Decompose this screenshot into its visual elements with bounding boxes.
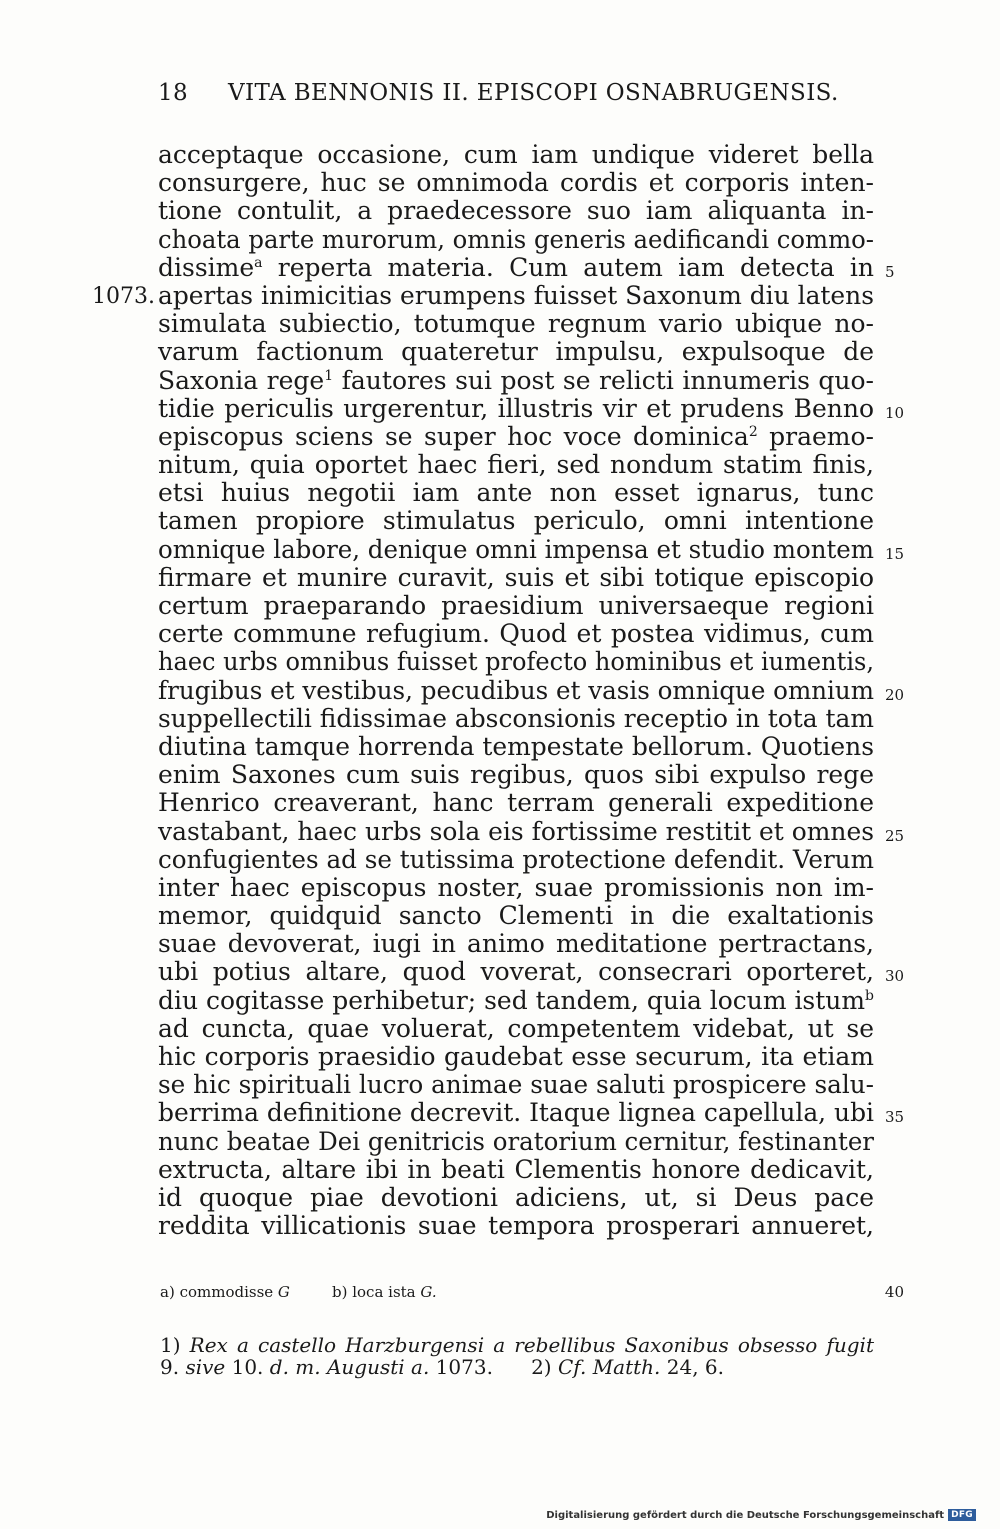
line-fit-wrapper: diu cogitasse perhibetur; sed tandem, quia locum istumb xyxy=(158,985,874,1015)
text-line xyxy=(158,564,874,592)
line-text: hic corporis praesidio gaudebat esse securum, ita etiam xyxy=(158,1042,874,1071)
note-marker: 1 xyxy=(324,367,334,384)
line-text: tione contulit, a praedecessore suo iam aliquanta in- xyxy=(158,196,874,226)
text-line xyxy=(158,1128,874,1156)
text-line xyxy=(158,141,874,169)
text-line xyxy=(158,846,874,874)
note-marker: 2 xyxy=(748,423,758,440)
line-text: certe commune refugium. Quod et postea vidimus, cum xyxy=(158,619,874,649)
line-fit-wrapper xyxy=(158,226,874,254)
line-text: firmare et munire curavit, suis et sibi totique episcopio xyxy=(158,562,874,592)
text-line xyxy=(158,1156,874,1184)
line-text: nunc beatae Dei genitricis oratorium cernitur, festinanter xyxy=(158,1126,874,1156)
line-fit-wrapper xyxy=(158,705,874,733)
text-line xyxy=(158,1071,874,1099)
line-text: tamen propiore stimulatus periculo, omni intentione xyxy=(158,506,874,536)
line-text: frugibus et vestibus, pecudibus et vasis omnique omnium xyxy=(158,675,874,705)
line-text: consurgere, huc se omnimoda cordis et corporis inten- xyxy=(158,168,874,198)
text-line xyxy=(158,252,895,282)
text-line xyxy=(158,675,905,705)
line-text: diutina tamque horrenda tempestate bellorum. Quotiens xyxy=(158,731,874,761)
line-number: 15 xyxy=(885,544,905,563)
line-text: vastabant, haec urbs sola eis fortissime restitit et omnes xyxy=(158,816,874,846)
text-line xyxy=(158,789,874,817)
line-number-40: 40 xyxy=(884,1283,904,1301)
line-fit-wrapper xyxy=(158,536,874,564)
line-text: varum factionum quateretur impulsu, expulsoque de xyxy=(158,337,874,367)
text-line xyxy=(92,280,874,310)
line-text: suppellectili fidissimae absconsionis receptio in tota tam xyxy=(158,703,874,733)
text-line xyxy=(158,705,874,733)
line-text: acceptaque occasione, cum iam undique videret bella xyxy=(158,140,874,169)
text-line xyxy=(158,648,874,676)
running-title: VITA BENNONIS II. EPISCOPI OSNABRUGENSIS. xyxy=(228,80,839,106)
line-text: haec urbs omnibus fuisset profecto hominibus et iumentis, xyxy=(158,647,874,677)
line-fit-wrapper xyxy=(158,846,874,874)
line-text: suae devoverat, iugi in animo meditatione pertractans, xyxy=(158,929,874,959)
text-line xyxy=(158,902,874,930)
text-line xyxy=(158,761,874,789)
line-fit-wrapper xyxy=(158,1128,874,1156)
footnote-1-line-1: 1) Rex a castello Harzburgensi a rebellibus Saxonibus obsesso fugit xyxy=(160,1333,874,1357)
text-line xyxy=(158,393,905,423)
line-text: confugientes ad se tutissima protectione defendit. Verum xyxy=(158,844,874,874)
line-number: 20 xyxy=(885,685,905,704)
line-text: diu cogitasse perhibetur; sed tandem, quia locum istum xyxy=(158,985,866,1015)
text-line xyxy=(158,367,874,395)
page-number: 18 xyxy=(158,80,189,106)
line-text: ubi potius altare, quod voverat, consecrari oporteret, xyxy=(158,957,874,987)
text-line xyxy=(158,197,874,225)
text-line xyxy=(158,423,874,451)
line-fit-wrapper xyxy=(158,677,874,705)
line-text: reddita villicationis suae tempora prosperari annueret, xyxy=(158,1211,874,1241)
text-line xyxy=(158,816,905,846)
line-text: enim Saxones cum suis regibus, quos sibi expulso rege xyxy=(158,760,874,790)
line-text: dissime xyxy=(158,252,255,282)
line-text: ad cuncta, quae voluerat, competentem videbat, ut se xyxy=(158,1013,874,1043)
main-text xyxy=(92,140,905,1241)
line-number: 10 xyxy=(885,403,905,422)
line-text-continued: reperta materia. Cum autem iam detecta in xyxy=(262,252,874,282)
text-line xyxy=(158,338,874,366)
text-line xyxy=(158,479,874,507)
text-line xyxy=(158,874,874,902)
line-fit-wrapper xyxy=(158,282,874,310)
line-number: 35 xyxy=(885,1108,905,1127)
line-text: Henrico creaverant, hanc terram generali expeditione xyxy=(158,788,874,818)
line-text: simulata subiectio, totumque regnum vario ubique no- xyxy=(158,309,874,339)
line-fit-wrapper xyxy=(158,1099,874,1127)
text-line xyxy=(158,1098,905,1128)
credit-text: Digitalisierung gefördert durch die Deutsche Forschungsgemeinschaft xyxy=(546,1509,945,1521)
line-text: Saxonia rege xyxy=(158,365,325,395)
text-line xyxy=(158,310,874,338)
text-line xyxy=(158,507,874,535)
line-text: omnique labore, denique omni impensa et studio montem xyxy=(158,534,874,564)
line-text-continued: praemo- xyxy=(757,421,875,451)
line-number: 5 xyxy=(885,262,895,281)
footnote-1-line-2: 9. sive 10. d. m. Augusti a. 1073. 2) Cf. Matth. 24, 6. xyxy=(160,1355,725,1379)
text-line xyxy=(158,733,874,761)
digitization-credit xyxy=(546,1509,976,1521)
note-marker: a xyxy=(254,254,263,271)
line-fit-wrapper xyxy=(158,818,874,846)
line-text: id quoque piae devotioni adiciens, ut, si Deus pace xyxy=(158,1182,874,1212)
text-line xyxy=(158,169,874,197)
text-line xyxy=(158,451,874,479)
text-line xyxy=(158,592,874,620)
line-text: apertas inimicitias erumpens fuisset Saxonum diu latens xyxy=(158,280,874,310)
line-fit-wrapper xyxy=(158,1071,874,1099)
text-line xyxy=(158,1015,874,1043)
line-text: inter haec episcopus noster, suae promissionis non im- xyxy=(158,872,874,902)
text-line xyxy=(158,226,874,254)
line-text: etsi huius negotii iam ante non esset ignarus, tunc xyxy=(158,478,874,508)
line-number: 25 xyxy=(885,826,905,845)
text-line xyxy=(158,620,874,648)
line-text: tidie periculis urgerentur, illustris vir et prudens Benno xyxy=(158,393,874,423)
line-text-continued: fautores sui post se relicti innumeris quo- xyxy=(333,365,874,395)
line-fit-wrapper xyxy=(158,648,874,676)
text-line xyxy=(158,987,874,1015)
margin-year: 1073. xyxy=(92,283,155,309)
text-line xyxy=(158,1184,874,1212)
text-line xyxy=(158,1043,874,1071)
line-number: 30 xyxy=(885,967,905,986)
line-text: se hic spirituali lucro animae suae saluti prospicere salu- xyxy=(158,1070,874,1100)
apparatus-note-a: a) commodisse G xyxy=(160,1283,290,1301)
line-text: berrima definitione decrevit. Itaque lignea capellula, ubi xyxy=(158,1098,874,1128)
text-line xyxy=(158,930,874,958)
line-text: episcopus sciens se super hoc voce dominica xyxy=(158,421,749,451)
text-line xyxy=(158,957,905,987)
line-text: extructa, altare ibi in beati Clementis honore dedicavit, xyxy=(158,1154,874,1184)
dfg-logo: DFG xyxy=(948,1509,976,1521)
text-line xyxy=(158,534,905,564)
text-line xyxy=(158,1212,874,1240)
line-text: memor, quidquid sancto Clementi in die exaltationis xyxy=(158,901,874,931)
line-text: choata parte murorum, omnis generis aedificandi commo- xyxy=(158,224,874,254)
footnotes xyxy=(160,1334,874,1378)
apparatus-note-b: b) loca ista G. xyxy=(332,1283,437,1301)
line-fit-wrapper xyxy=(158,733,874,761)
line-text: nitum, quia oportet haec fieri, sed nondum statim finis, xyxy=(158,450,874,480)
line-text: certum praeparando praesidium universaeque regioni xyxy=(158,591,874,620)
